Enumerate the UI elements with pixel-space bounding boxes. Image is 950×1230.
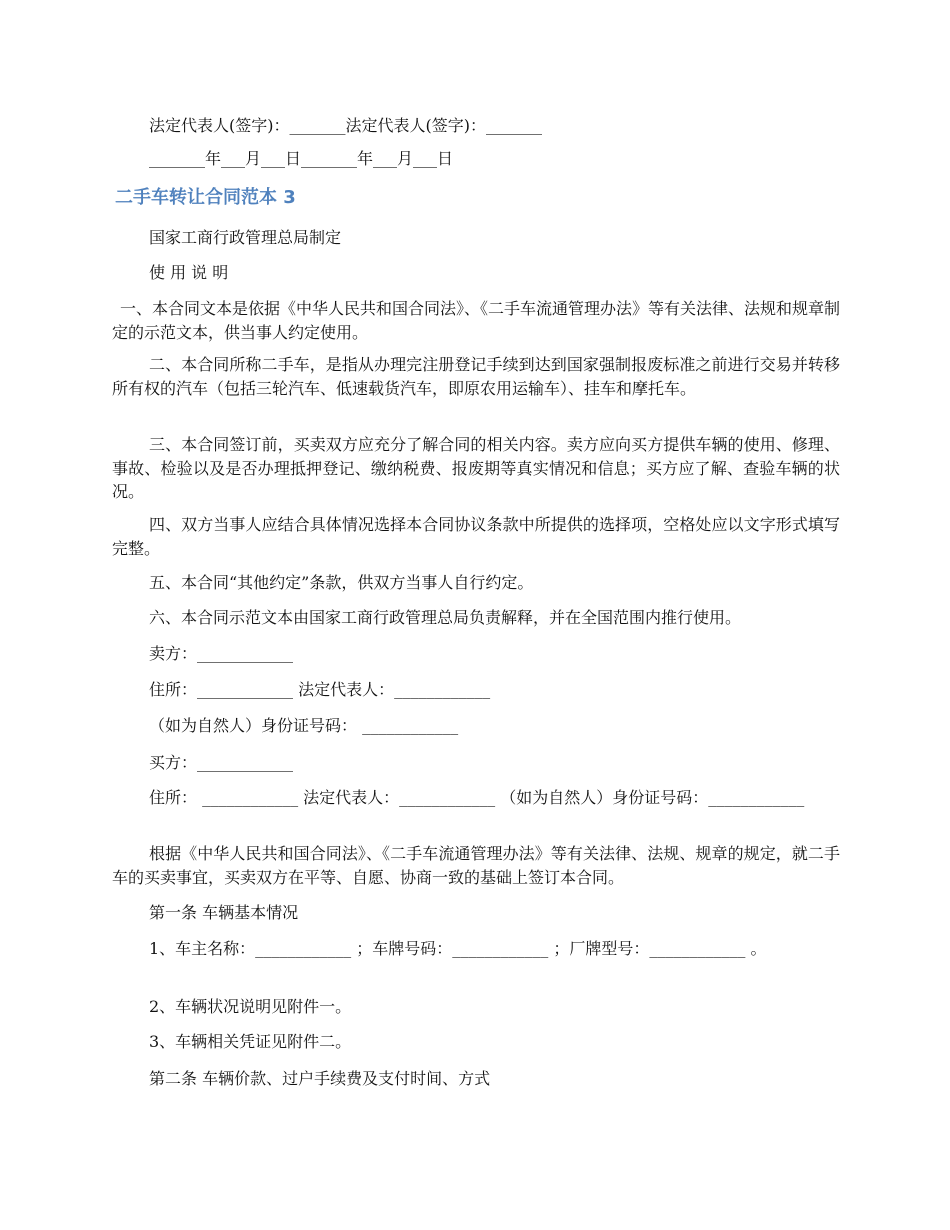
seller-name-line: 卖方：____________: [149, 644, 294, 663]
buyer-address-line: 住所： ____________ 法定代表人：____________ （如为自然人）身份证号码：____________: [149, 788, 805, 807]
buyer-name-line: 买方：____________: [149, 753, 294, 772]
instruction-paragraph-2: 二、本合同所称二手车，是指从办理完注册登记手续到达到国家强制报废标准之前进行交易并转移所有权的汽车（包括三轮汽车、低速载货汽车，即原农用运输车）、挂车和摩托车。: [112, 355, 840, 398]
article1-item1: 1、车主名称：____________ ；车牌号码：____________ ；厂牌型号：____________ 。: [149, 939, 767, 958]
instruction-paragraph-6: 六、本合同示范文本由国家工商行政管理总局负责解释，并在全国范围内推行使用。: [149, 608, 742, 627]
seller-id-line: （如为自然人）身份证号码： ____________: [149, 716, 459, 735]
signature-date-line: _______年___月___日_______年___月___日: [149, 149, 454, 168]
instruction-paragraph-5: 五、本合同“其他约定”条款，供双方当事人自行约定。: [149, 573, 534, 592]
instructions-title: 使 用 说 明: [149, 263, 229, 282]
article1-item3: 3、车辆相关凭证见附件二。: [149, 1032, 352, 1051]
signature-rep-line: 法定代表人(签字)：_______法定代表人(签字)：_______: [149, 116, 542, 135]
article1-title: 第一条 车辆基本情况: [149, 903, 299, 922]
instruction-paragraph-4: 四、双方当事人应结合具体情况选择本合同协议条款中所提供的选择项，空格处应以文字形式填写完整。: [112, 515, 840, 558]
issuer-line: 国家工商行政管理总局制定: [149, 228, 342, 247]
preamble-paragraph: 根据《中华人民共和国合同法》、《二手车流通管理办法》等有关法律、法规、规章的规定，就二手车的买卖事宜，买卖双方在平等、自愿、协商一致的基础上签订本合同。: [112, 844, 840, 887]
seller-address-line: 住所：____________ 法定代表人：____________: [149, 680, 491, 699]
article1-item2: 2、车辆状况说明见附件一。: [149, 997, 352, 1016]
instruction-paragraph-1: 一、本合同文本是依据《中华人民共和国合同法》、《二手车流通管理办法》等有关法律、法规和规章制定的示范文本，供当事人约定使用。: [112, 299, 841, 342]
article2-title: 第二条 车辆价款、过户手续费及支付时间、方式: [149, 1069, 491, 1088]
section-heading: 二手车转让合同范本 3: [115, 187, 296, 208]
instruction-paragraph-3: 三、本合同签订前，买卖双方应充分了解合同的相关内容。卖方应向买方提供车辆的使用、修理、事故、检验以及是否办理抵押登记、缴纳税费、报废期等真实情况和信息；买方应了解、查验车辆的状况。: [112, 435, 840, 501]
